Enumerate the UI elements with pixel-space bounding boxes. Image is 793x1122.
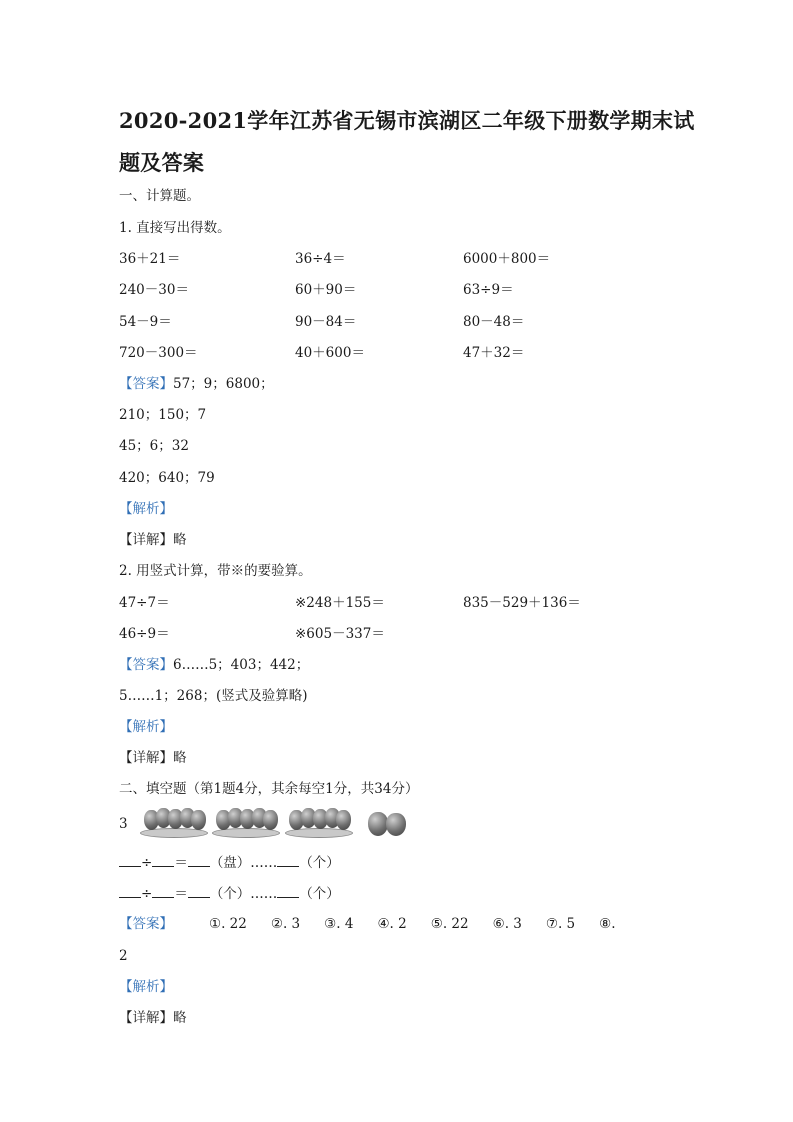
loose-fruit-image bbox=[366, 806, 412, 838]
answer-option: ⑤. 22 bbox=[430, 916, 469, 932]
q1-item: 40＋600＝ bbox=[295, 345, 365, 361]
answer-blank[interactable] bbox=[152, 885, 174, 898]
q2-item: ※605－337＝ bbox=[295, 626, 385, 642]
answer-option: ②. 3 bbox=[270, 916, 301, 932]
section-heading-fill-blank: 二、填空题（第1题4分，其余每空1分，共34分） bbox=[119, 781, 419, 797]
q1-item: 47＋32＝ bbox=[463, 345, 525, 361]
detail-tag: 【详解】 bbox=[119, 750, 173, 766]
section-heading-calculation: 一、计算题。 bbox=[119, 188, 200, 204]
q3-detail-line bbox=[119, 1010, 187, 1026]
fruit-plate-image bbox=[212, 806, 282, 838]
q1-item: 80－48＝ bbox=[463, 314, 525, 330]
q1-item: 720－300＝ bbox=[119, 345, 198, 361]
equals-sign: ＝ bbox=[174, 855, 188, 871]
answer-blank[interactable] bbox=[119, 885, 141, 898]
q2-detail-line bbox=[119, 750, 187, 766]
q1-item: 6000＋800＝ bbox=[463, 251, 551, 267]
q1-item: 36÷4＝ bbox=[295, 251, 346, 267]
answer-blank[interactable] bbox=[119, 854, 141, 867]
q1-item: 36＋21＝ bbox=[119, 251, 181, 267]
q1-detail-line bbox=[119, 532, 187, 548]
answer-tag: 【答案】 bbox=[119, 916, 173, 932]
detail-text: 略 bbox=[173, 1010, 187, 1026]
document-title-line-2: 题及答案 bbox=[119, 150, 205, 175]
q1-answer-line bbox=[119, 376, 274, 392]
answer-tag: 【答案】 bbox=[119, 376, 173, 392]
answer-option: ①. 22 bbox=[209, 916, 247, 932]
answer-text: 420；640；79 bbox=[119, 470, 215, 486]
q1-item: 240－30＝ bbox=[119, 282, 189, 298]
q2-item: 47÷7＝ bbox=[119, 595, 170, 611]
fruit-plate-image bbox=[285, 806, 355, 838]
detail-tag: 【详解】 bbox=[119, 532, 173, 548]
q1-item: 63÷9＝ bbox=[463, 282, 514, 298]
answer-tag: 【答案】 bbox=[119, 657, 173, 673]
answer-text: 45；6；32 bbox=[119, 438, 189, 454]
question-3-number: 3 bbox=[119, 816, 128, 832]
answer-blank[interactable] bbox=[152, 854, 174, 867]
q3-answer-line bbox=[119, 916, 616, 932]
q2-item: 835－529＋136＝ bbox=[463, 595, 581, 611]
answer-text: 2 bbox=[119, 948, 128, 964]
q2-item: ※248＋155＝ bbox=[295, 595, 385, 611]
answer-option: ⑥. 3 bbox=[492, 916, 522, 932]
answer-blank[interactable] bbox=[188, 885, 210, 898]
question-2-label: 2. 用竖式计算，带※的要验算。 bbox=[119, 563, 312, 579]
answer-blank[interactable] bbox=[188, 854, 210, 867]
q2-answer-line bbox=[119, 657, 309, 673]
question-1-label: 1. 直接写出得数。 bbox=[119, 220, 231, 236]
divide-sign: ÷ bbox=[141, 886, 153, 902]
detail-text: 略 bbox=[173, 750, 187, 766]
q1-item: 90－84＝ bbox=[295, 314, 357, 330]
fruit-plate-image bbox=[140, 806, 210, 838]
unit-text: （盘）…… bbox=[209, 855, 278, 871]
answer-text: 57；9；6800； bbox=[173, 376, 274, 392]
unit-text: （个） bbox=[299, 855, 340, 871]
document-title-line-1: 2020-2021学年江苏省无锡市滨湖区二年级下册数学期末试 bbox=[119, 108, 695, 133]
unit-text: （个） bbox=[299, 886, 340, 902]
q3-blank-line-2 bbox=[119, 885, 340, 902]
analysis-tag: 【解析】 bbox=[119, 501, 173, 517]
q3-blank-line-1 bbox=[119, 854, 340, 871]
detail-text: 略 bbox=[173, 532, 187, 548]
unit-text: （个）…… bbox=[209, 886, 278, 902]
q1-item: 60＋90＝ bbox=[295, 282, 357, 298]
answer-blank[interactable] bbox=[277, 854, 299, 867]
answer-text: 5……1；268；(竖式及验算略) bbox=[119, 688, 308, 704]
answer-text: 210；150；7 bbox=[119, 407, 207, 423]
answer-option: ④. 2 bbox=[377, 916, 407, 932]
answer-option: ③. 4 bbox=[324, 916, 354, 932]
answer-option: ⑧. bbox=[599, 916, 616, 932]
answer-text: 6……5；403；442； bbox=[173, 657, 310, 673]
answer-blank[interactable] bbox=[277, 885, 299, 898]
analysis-tag: 【解析】 bbox=[119, 979, 173, 995]
analysis-tag: 【解析】 bbox=[119, 719, 173, 735]
divide-sign: ÷ bbox=[141, 855, 153, 871]
answer-option: ⑦. 5 bbox=[545, 916, 576, 932]
q1-item: 54－9＝ bbox=[119, 314, 172, 330]
detail-tag: 【详解】 bbox=[119, 1010, 173, 1026]
q2-item: 46÷9＝ bbox=[119, 626, 170, 642]
equals-sign: ＝ bbox=[174, 886, 188, 902]
